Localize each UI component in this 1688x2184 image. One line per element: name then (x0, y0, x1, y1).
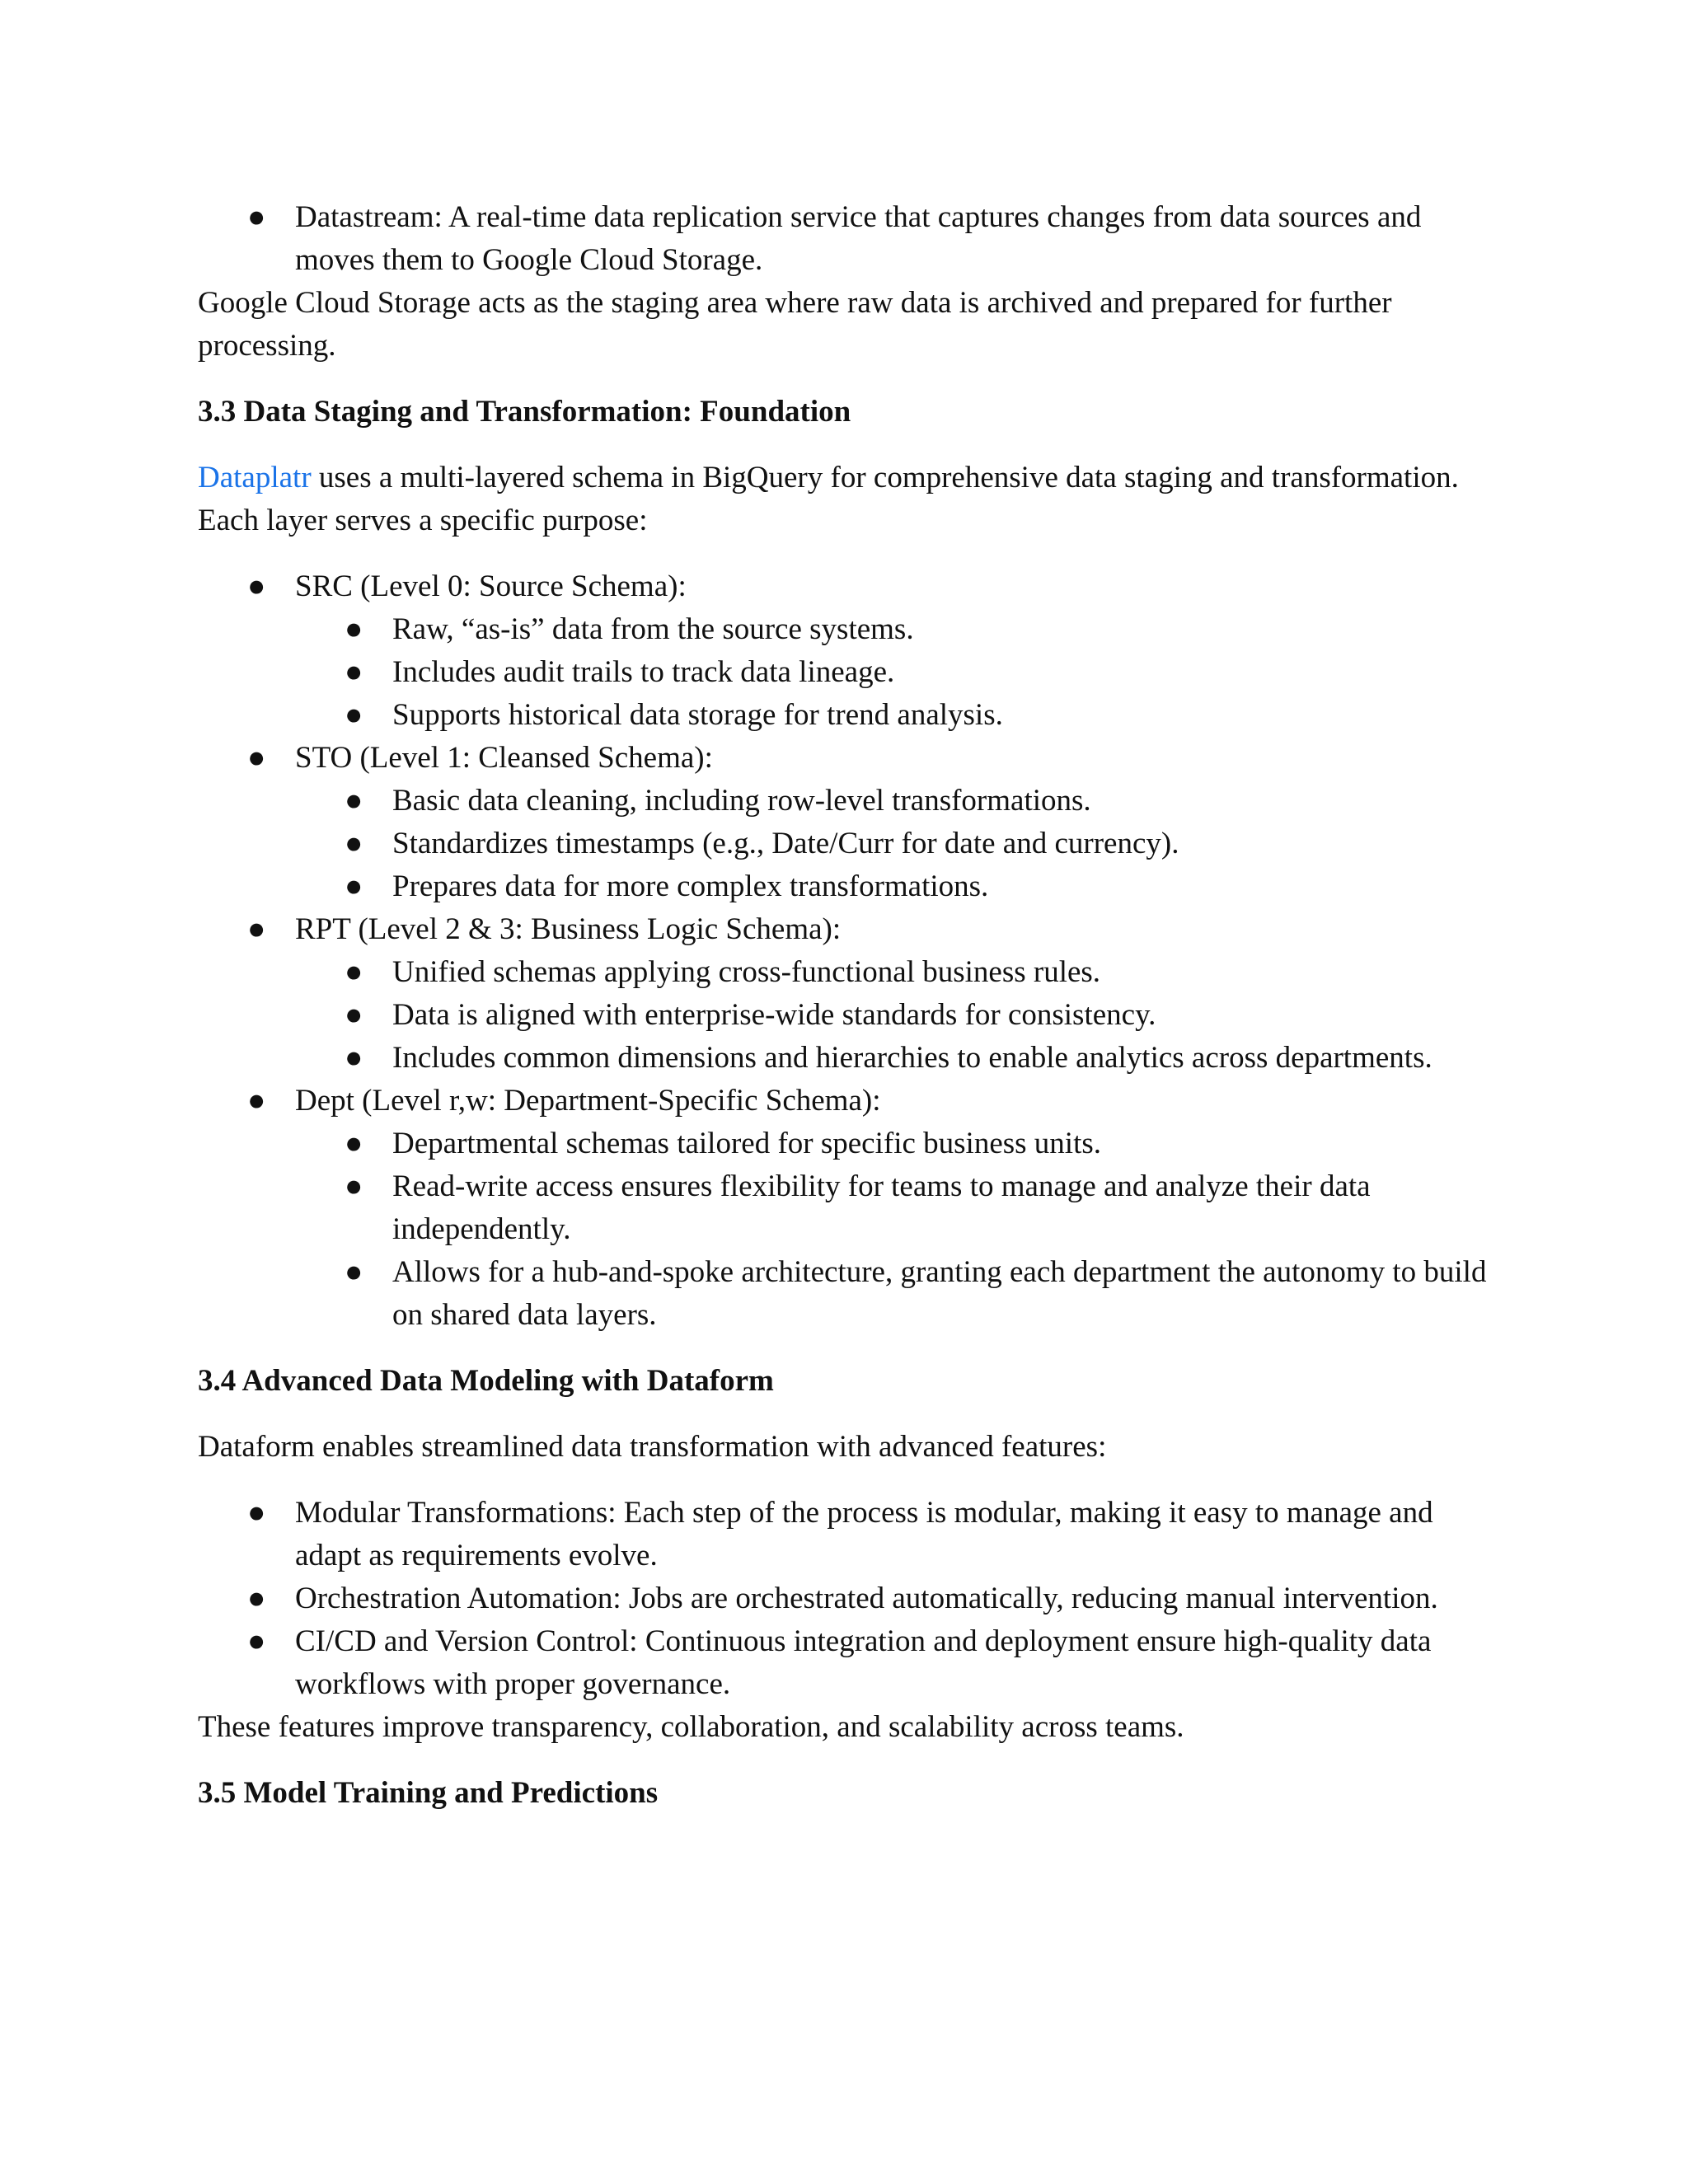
bullet-icon: ● (247, 1496, 266, 1530)
list-item (295, 951, 1500, 994)
list-item-text: Departmental schemas tailored for specific business units. (392, 1127, 1101, 1160)
layer-detail-list (295, 1122, 1500, 1337)
list-item (198, 1577, 1500, 1620)
list-item-text: Standardizes timestamps (e.g., Date/Curr for date and currency). (392, 827, 1179, 860)
section-3-3-paragraph (198, 457, 1500, 542)
bullet-icon: ● (345, 869, 363, 903)
layer-label: SRC (Level 0: Source Schema): (295, 569, 687, 603)
document-body (198, 196, 1500, 1815)
list-item-text: Supports historical data storage for trend analysis. (392, 698, 1003, 732)
layer-item-sto (198, 737, 1500, 908)
bullet-icon: ● (345, 1169, 363, 1203)
list-item-text: Includes audit trails to track data lineage. (392, 655, 895, 689)
intro-paragraph: Google Cloud Storage acts as the staging area where raw data is archived and prepared for further processing. (198, 286, 1392, 363)
intro-list (198, 196, 1500, 282)
bullet-icon: ● (345, 784, 363, 818)
bullet-icon: ● (345, 612, 363, 646)
layer-item-src (198, 565, 1500, 737)
section-3-3-paragraph-text: uses a multi-layered schema in BigQuery for comprehensive data staging and transformation. Each layer serves a specific purpose: (198, 461, 1459, 537)
list-item (198, 1492, 1500, 1577)
bullet-icon: ● (345, 698, 363, 732)
list-item (295, 1122, 1500, 1165)
section-heading-3-3: 3.3 Data Staging and Transformation: Foundation (198, 395, 851, 429)
list-item-text: Modular Transformations: Each step of the process is modular, making it easy to manage and adapt as requirements evolve. (295, 1496, 1433, 1572)
bullet-icon: ● (247, 1582, 266, 1615)
list-item-text: Orchestration Automation: Jobs are orchestrated automatically, reducing manual intervention. (295, 1582, 1438, 1615)
list-item-text: Read-write access ensures flexibility for teams to manage and analyze their data independently. (392, 1169, 1371, 1246)
bullet-icon: ● (247, 569, 266, 603)
list-item (295, 823, 1500, 865)
layer-label: RPT (Level 2 & 3: Business Logic Schema): (295, 912, 842, 946)
layer-detail-list (295, 951, 1500, 1080)
list-item (295, 608, 1500, 651)
layer-label: STO (Level 1: Cleansed Schema): (295, 741, 713, 775)
bullet-icon: ● (345, 655, 363, 689)
dataplatr-link[interactable]: Dataplatr (198, 461, 312, 494)
schema-layer-list (198, 565, 1500, 1337)
bullet-icon: ● (247, 741, 266, 775)
section-heading-3-4: 3.4 Advanced Data Modeling with Dataform (198, 1364, 774, 1398)
section-3-4-intro: Dataform enables streamlined data transformation with advanced features: (198, 1430, 1107, 1464)
list-item (295, 1251, 1500, 1337)
bullet-icon: ● (345, 998, 363, 1032)
list-item (295, 865, 1500, 908)
bullet-icon: ● (345, 1041, 363, 1075)
list-item (295, 994, 1500, 1037)
bullet-icon: ● (345, 1255, 363, 1289)
list-item-text: Basic data cleaning, including row-level transformations. (392, 784, 1091, 818)
section-3-4-closing: These features improve transparency, collaboration, and scalability across teams. (198, 1710, 1184, 1744)
list-item-text: Unified schemas applying cross-functional business rules. (392, 955, 1101, 989)
layer-item-rpt (198, 908, 1500, 1080)
section-heading-3-5: 3.5 Model Training and Predictions (198, 1776, 659, 1810)
list-item (295, 780, 1500, 823)
list-item (198, 196, 1500, 282)
dataform-feature-list (198, 1492, 1500, 1706)
list-item-text: Raw, “as-is” data from the source systems. (392, 612, 914, 646)
list-item-text: Includes common dimensions and hierarchies to enable analytics across departments. (392, 1041, 1432, 1075)
layer-detail-list (295, 608, 1500, 737)
list-item (295, 694, 1500, 737)
bullet-icon: ● (247, 1624, 266, 1658)
list-item-text: Data is aligned with enterprise-wide standards for consistency. (392, 998, 1156, 1032)
list-item (198, 1620, 1500, 1706)
bullet-icon: ● (247, 200, 266, 234)
list-item (295, 1037, 1500, 1080)
bullet-icon: ● (247, 1084, 266, 1118)
bullet-icon: ● (345, 1127, 363, 1160)
layer-label: Dept (Level r,w: Department-Specific Schema): (295, 1084, 881, 1118)
list-item-text: Prepares data for more complex transformations. (392, 869, 989, 903)
list-item-text: CI/CD and Version Control: Continuous integration and deployment ensure high-quality data workflows with proper governance. (295, 1624, 1432, 1701)
bullet-icon: ● (247, 912, 266, 946)
list-item (295, 1165, 1500, 1251)
bullet-icon: ● (345, 827, 363, 860)
list-item-text: Allows for a hub-and-spoke architecture, granting each department the autonomy to build on shared data layers. (392, 1255, 1487, 1332)
list-item-text: Datastream: A real-time data replication service that captures changes from data sources and moves them to Google Cloud Storage. (295, 200, 1422, 277)
layer-item-dept (198, 1080, 1500, 1337)
bullet-icon: ● (345, 955, 363, 989)
layer-detail-list (295, 780, 1500, 908)
list-item (295, 651, 1500, 694)
